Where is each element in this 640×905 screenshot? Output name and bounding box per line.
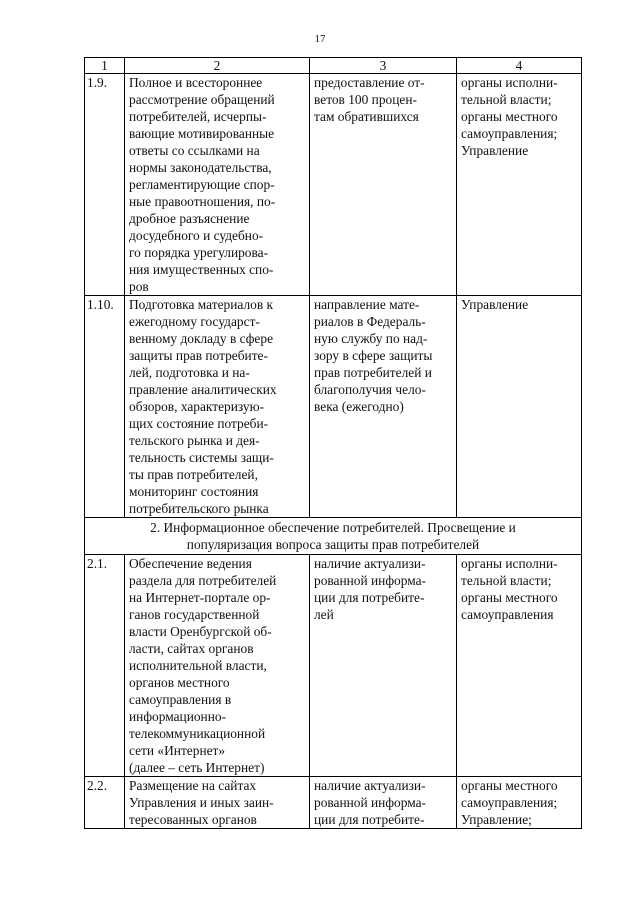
result-cell: направление мате- риалов в Федераль- ную службу по над- зору в сфере защиты прав потребителей и благополучия чело- века (ежегодно): [310, 296, 457, 518]
table-row: [85, 296, 582, 518]
section-title: 2. Информационное обеспечение потребителей. Просвещение и популяризация вопроса защиты прав потребителей: [85, 518, 582, 555]
page-number: 17: [314, 33, 326, 45]
section-row: [85, 518, 582, 555]
table-row: [85, 777, 582, 829]
row-number: 1.9.: [85, 74, 125, 296]
row-number: 2.1.: [85, 555, 125, 777]
executor-cell: органы исполни- тельной власти; органы местного самоуправления: [457, 555, 582, 777]
measures-table: [84, 57, 582, 829]
row-number: 1.10.: [85, 296, 125, 518]
row-number: 2.2.: [85, 777, 125, 829]
result-cell: наличие актуализи- рованной информа- ции для потребите-: [310, 777, 457, 829]
column-header: 2: [125, 58, 310, 74]
executor-cell: Управление: [457, 296, 582, 518]
activity-cell: Подготовка материалов к ежегодному государст- венному докладу в сфере защиты прав потребите- лей, подготовка и на- правление аналитических обзоров, характеризую- щих состояние потреби- тельского рынка и дея- тельность системы защи- ты прав потребителей, мониторинг состояния потребительского рынка: [125, 296, 310, 518]
column-header: 1: [85, 58, 125, 74]
result-cell: предоставление от- ветов 100 процен- там обратившихся: [310, 74, 457, 296]
table-row: [85, 555, 582, 777]
executor-cell: органы местного самоуправления; Управление;: [457, 777, 582, 829]
activity-cell: Размещение на сайтах Управления и иных заин- тересованных органов: [125, 777, 310, 829]
activity-cell: Полное и всестороннее рассмотрение обращений потребителей, исчерпы- вающие мотивированные ответы со ссылками на нормы законодательства, регламентирующие спор- ные правоотношения, по- дробное разъяснение досудебного и судебно- го порядка урегулирова- ния имущественных спо- ров: [125, 74, 310, 296]
column-header: 4: [457, 58, 582, 74]
result-cell: наличие актуализи- рованной информа- ции для потребите- лей: [310, 555, 457, 777]
activity-cell: Обеспечение ведения раздела для потребителей на Интернет-портале ор- ганов государственной власти Оренбургской об- ласти, сайтах органов исполнительной власти, органов местного самоуправления в информационно- телекоммуникационной сети «Интернет» (далее – сеть Интернет): [125, 555, 310, 777]
table-header-row: [85, 58, 582, 74]
table-row: [85, 74, 582, 296]
column-header: 3: [310, 58, 457, 74]
executor-cell: органы исполни- тельной власти; органы местного самоуправления; Управление: [457, 74, 582, 296]
